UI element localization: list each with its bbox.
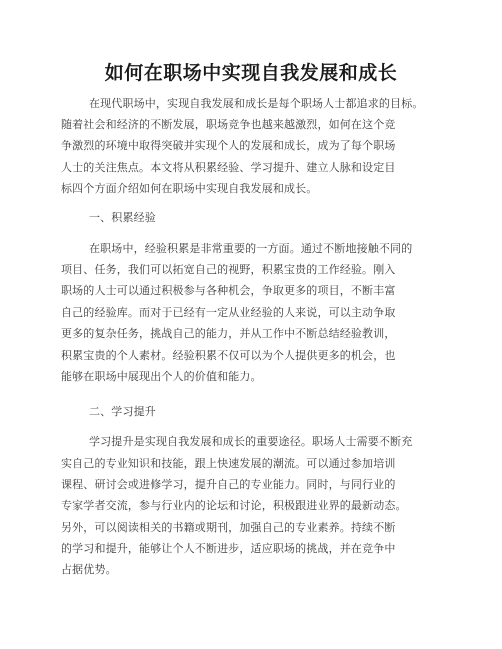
section-line: 另外，可以阅读相关的书籍或期刊，加强自己的专业素养。持续不断	[61, 521, 396, 534]
intro-line: 争激烈的环境中取得突破并实现个人的发展和成长，成为了每个职场	[61, 139, 396, 152]
section-heading: 一、积累经验	[89, 211, 156, 224]
section-line: 项目、任务，我们可以拓宽自己的视野，积累宝贵的工作经验。刚入	[61, 263, 396, 276]
section-line: 专家学者交流，参与行业内的论坛和讨论，积极跟进业界的最新动态。	[61, 499, 407, 512]
section-line: 积累宝贵的个人素材。经验积累不仅可以为个人提供更多的机会，也	[61, 349, 396, 362]
section-line: 课程、研讨会或进修学习，提升自己的专业能力。同时，与同行业的	[61, 478, 396, 491]
section-line: 自己的经验库。而对于已经有一定从业经验的人来说，可以主动争取	[61, 306, 396, 319]
section-line: 占据优势。	[61, 563, 117, 576]
intro-line: 标四个方面介绍如何在职场中实现自我发展和成长。	[61, 182, 318, 195]
section-line: 职场的人士可以通过积极参与各种机会，争取更多的项目，不断丰富	[61, 284, 396, 297]
section-line: 能够在职场中展现出个人的价值和能力。	[61, 370, 262, 383]
section-line: 实自己的专业知识和技能，跟上快速发展的潮流。可以通过参加培训	[61, 457, 396, 470]
section-line: 学习提升是实现自我发展和成长的重要途径。职场人士需要不断充	[89, 435, 413, 448]
section-line: 在职场中，经验积累是非常重要的一方面。通过不断地接触不同的	[89, 242, 413, 255]
intro-line: 人士的关注焦点。本文将从积累经验、学习提升、建立人脉和设定目	[61, 161, 396, 174]
intro-line: 在现代职场中，实现自我发展和成长是每个职场人士都追求的目标。	[89, 97, 424, 110]
document-title: 如何在职场中实现自我发展和成长	[104, 62, 398, 84]
section-line: 更多的复杂任务，挑战自己的能力，并从工作中不断总结经验教训，	[61, 327, 396, 340]
section-line: 的学习和提升，能够让个人不断进步，适应职场的挑战，并在竞争中	[61, 542, 396, 555]
section-heading: 二、学习提升	[89, 405, 156, 418]
intro-line: 随着社会和经济的不断发展，职场竞争也越来越激烈，如何在这个竞	[61, 118, 396, 131]
